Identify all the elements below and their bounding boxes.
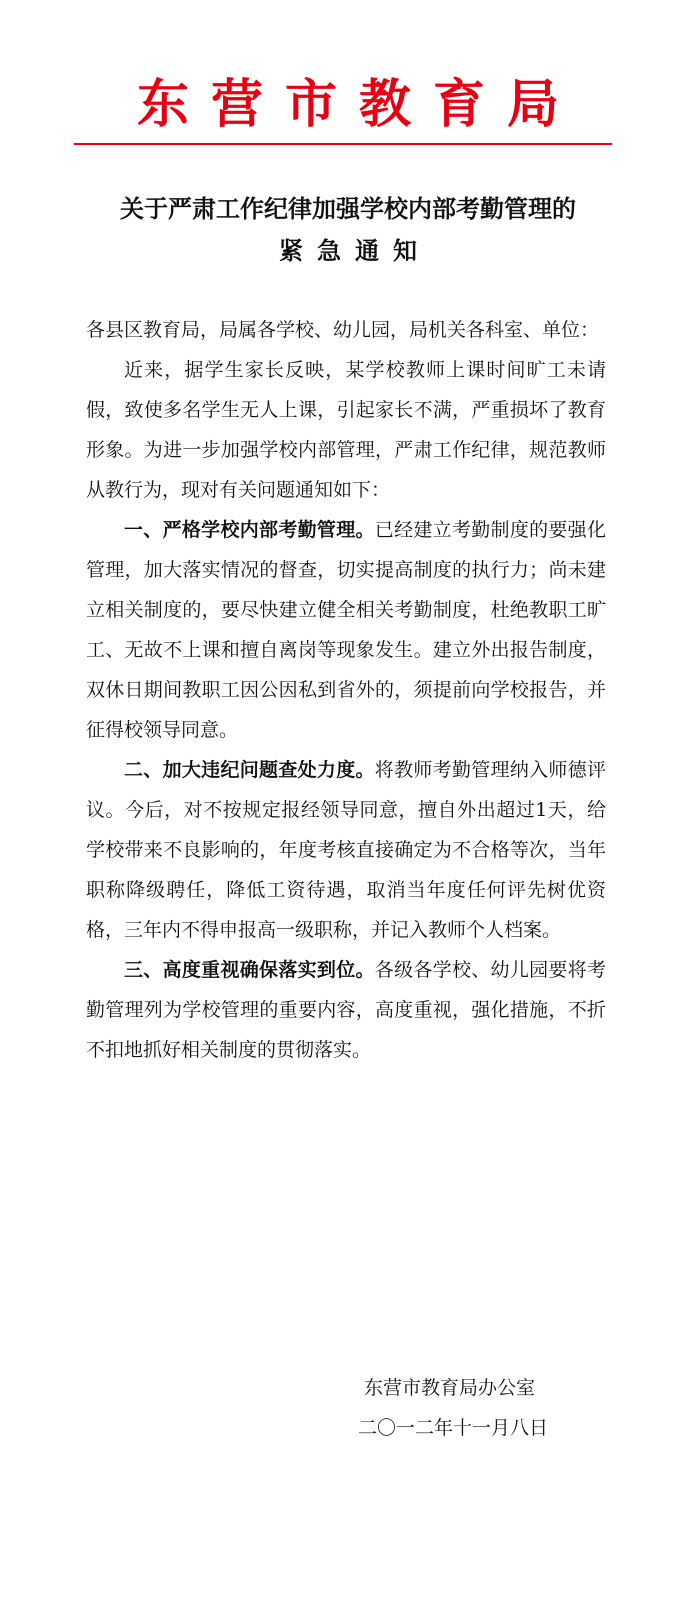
item-heading-3: 三、高度重视确保落实到位。 (124, 959, 375, 981)
intro-paragraph: 近来，据学生家长反映，某学校教师上课时间旷工未请假，致使多名学生无人上课，引起家长不满，严重损坏了教育形象。为进一步加强学校内部管理，严肃工作纪律，规范教师从教行为，现对有关问题通知如下： (86, 359, 606, 501)
sender-name: 东营市教育局办公室 (364, 1377, 536, 1399)
item-heading-2: 二、加大违纪问题查处力度。 (124, 759, 375, 781)
masthead-title: 东营市教育局 (136, 74, 581, 135)
closing-block (330, 1368, 600, 1448)
item-text-3: 各级各学校、幼儿园要将考勤管理列为学校管理的重要内容，高度重视，强化措施，不折不扣地抓好相关制度的贯彻落实。 (86, 959, 606, 1061)
item-paragraph-3 (86, 950, 606, 1070)
document-title (0, 188, 696, 272)
document-body (86, 310, 606, 1070)
red-divider-rule (74, 143, 612, 145)
document-title-line-2: 紧急通知 (279, 237, 431, 265)
item-paragraph-2 (86, 750, 606, 950)
salutation: 各县区教育局，局属各学校、幼儿园，局机关各科室、单位： (86, 319, 600, 341)
item-heading-1: 一、严格学校内部考勤管理。 (124, 519, 375, 541)
item-text-1: 已经建立考勤制度的要强化管理，加大落实情况的督查，切实提高制度的执行力；尚未建立相关制度的，要尽快建立健全相关考勤制度，杜绝教职工旷工、无故不上课和擅自离岗等现象发生。建立外出报告制度，双休日期间教职工因公因私到省外的，须提前向学校报告，并征得校领导同意。 (86, 519, 606, 741)
issue-date: 二〇一二年十一月八日 (358, 1417, 549, 1439)
item-text-2: 将教师考勤管理纳入师德评议。今后，对不按规定报经领导同意，擅自外出超过1天，给学校带来不良影响的，年度考核直接确定为不合格等次，当年职称降级聘任，降低工资待遇，取消当年度任何评先树优资格，三年内不得申报高一级职称，并记入教师个人档案。 (86, 759, 606, 941)
item-paragraph-1 (86, 510, 606, 750)
document-title-line-1: 关于严肃工作纪律加强学校内部考勤管理的 (120, 195, 576, 223)
